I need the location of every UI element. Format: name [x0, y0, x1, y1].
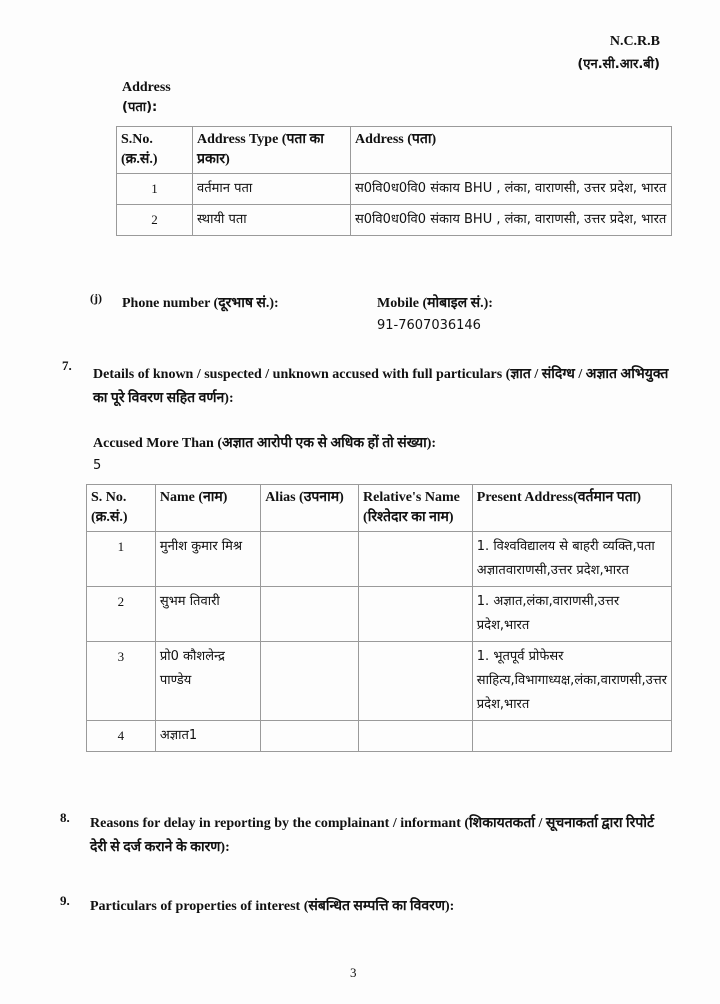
mobile-value: 91-7607036146 [377, 318, 481, 333]
cell-name: प्रो0 कौशलेन्द्र पाण्डेय [155, 642, 260, 721]
accused-table-header [87, 485, 672, 532]
col-address: Address (पता) [351, 127, 672, 174]
col-sno: S.No. (क्र.सं.) [117, 127, 193, 174]
phone-marker: (j) [90, 291, 102, 305]
cell-sno: 3 [87, 642, 156, 721]
cell-alias [261, 642, 359, 721]
cell-present-address [472, 721, 671, 752]
address-table [116, 126, 672, 236]
cell-present-address: 1. भूतपूर्व प्रोफेसर साहित्य,विभागाध्यक्ष,लंका,वाराणसी,उत्तर प्रदेश,भारत [472, 642, 671, 721]
table-row [87, 532, 672, 587]
cell-sno: 4 [87, 721, 156, 752]
cell-sno: 2 [117, 205, 193, 236]
cell-present-address: 1. अज्ञात,लंका,वाराणसी,उत्तर प्रदेश,भारत [472, 587, 671, 642]
col-name: Name (नाम) [155, 485, 260, 532]
cell-sno: 1 [87, 532, 156, 587]
cell-sno: 2 [87, 587, 156, 642]
header-line1: N.C.R.B [609, 34, 660, 49]
cell-alias [261, 721, 359, 752]
table-row [117, 174, 672, 205]
accused-more-label: Accused More Than (अज्ञात आरोपी एक से अधिक हों तो संख्या): [93, 436, 437, 451]
cell-name: अज्ञात1 [155, 721, 260, 752]
section7-heading: Details of known / suspected / unknown accused with full particulars (ज्ञात / संदिग्ध / अज्ञात अभियुक्त का पूरे विवरण सहित वर्णन): [93, 367, 669, 406]
table-row [87, 587, 672, 642]
cell-relative [359, 532, 473, 587]
header-line2: (एन.सी.आर.बी) [577, 57, 660, 72]
cell-sno: 1 [117, 174, 193, 205]
cell-relative [359, 721, 473, 752]
table-row [117, 205, 672, 236]
address-table-header [117, 127, 672, 174]
cell-address-type: वर्तमान पता [193, 174, 351, 205]
section7-number: 7. [62, 358, 72, 373]
address-label-en: Address [122, 80, 171, 95]
col-present-address: Present Address(वर्तमान पता) [472, 485, 671, 532]
page-number: 3 [350, 965, 357, 980]
cell-address: स0वि0ध0वि0 संकाय BHU , लंका, वाराणसी, उत्तर प्रदेश, भारत [351, 174, 672, 205]
ncrb-header [577, 34, 660, 72]
cell-name: मुनीश कुमार मिश्र [155, 532, 260, 587]
section8-number: 8. [60, 810, 70, 825]
col-sno: S. No. (क्र.सं.) [87, 485, 156, 532]
accused-more-value: 5 [93, 458, 102, 473]
address-label [122, 78, 171, 118]
address-label-hi: (पता): [122, 100, 158, 115]
table-row [87, 721, 672, 752]
cell-present-address: 1. विश्वविद्यालय से बाहरी व्यक्ति,पता अज्ञातवाराणसी,उत्तर प्रदेश,भारत [472, 532, 671, 587]
phone-label: Phone number (दूरभाष सं.): [122, 296, 279, 311]
cell-relative [359, 642, 473, 721]
cell-alias [261, 587, 359, 642]
cell-relative [359, 587, 473, 642]
cell-name: सुभम तिवारी [155, 587, 260, 642]
section8-heading: Reasons for delay in reporting by the complainant / informant (शिकायतकर्ता / सूचनाकर्ता द्वारा रिपोर्ट देरी से दर्ज कराने के कारण): [90, 816, 655, 855]
section9-heading: Particulars of properties of interest (संबन्धित सम्पत्ति का विवरण): [90, 899, 455, 914]
col-address-type: Address Type (पता का प्रकार) [193, 127, 351, 174]
cell-address: स0वि0ध0वि0 संकाय BHU , लंका, वाराणसी, उत्तर प्रदेश, भारत [351, 205, 672, 236]
mobile-label: Mobile (मोबाइल सं.): [377, 296, 493, 311]
cell-alias [261, 532, 359, 587]
accused-table [86, 484, 672, 752]
section9-number: 9. [60, 893, 70, 908]
table-row [87, 642, 672, 721]
col-relative-name: Relative's Name (रिश्तेदार का नाम) [359, 485, 473, 532]
cell-address-type: स्थायी पता [193, 205, 351, 236]
col-alias: Alias (उपनाम) [261, 485, 359, 532]
